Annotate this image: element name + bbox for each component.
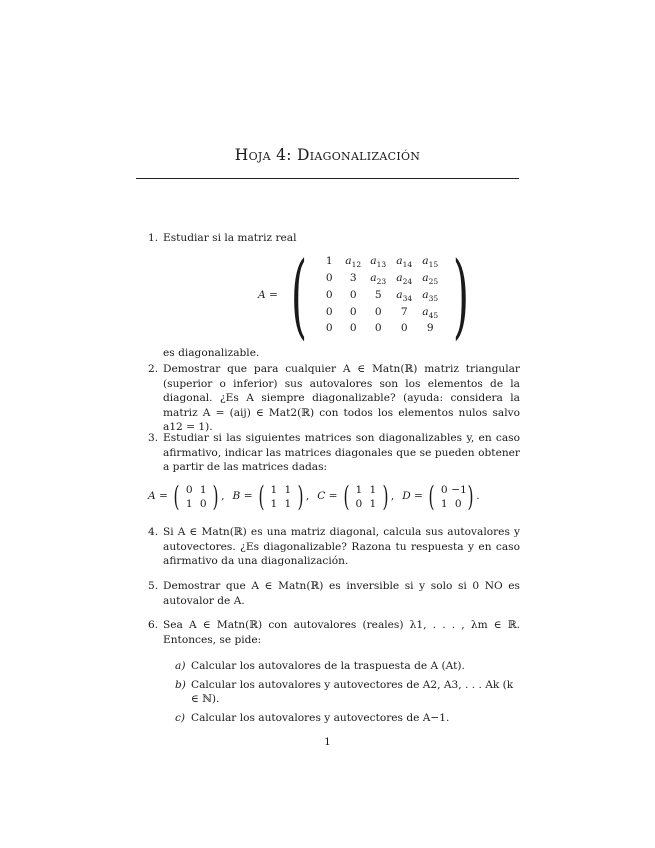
matrix-cell: 0: [355, 497, 363, 510]
matrix-cell: 0: [349, 322, 357, 335]
matrix-cell: $a_{13}$: [370, 255, 387, 270]
matrix-name: D: [402, 490, 411, 503]
matrix-d: D = ( 0 −1 1 0 ) .: [402, 479, 480, 513]
matrix-cell: $a_{15}$: [422, 255, 439, 270]
problem-number: 2.: [148, 363, 159, 375]
matrix-cell: $a_{23}$: [370, 272, 387, 287]
matrix-cell: −1: [451, 483, 467, 496]
matrix-c: C = ( 1 1 0 1 ) ,: [317, 479, 395, 513]
left-paren: (: [343, 479, 350, 513]
matrix-cell: 0: [325, 272, 333, 285]
matrix-a-block: A = ( 1 $a_{12}$ $a_{13}$ $a_{14}$ $a_{15}$ 0 3 $a_{23}$ $a_{24}$ $a_{25}$ 0 0 5 $a_{34}$ $a_{35}$ 0 0 0 7 $a_{45}$ 0 0 0 0 9 ): [258, 241, 470, 349]
matrix-cell: 0: [440, 483, 448, 496]
matrix-cell: $a_{25}$: [422, 272, 439, 287]
problem-number: 1.: [148, 232, 159, 244]
matrix-a: [317, 255, 443, 335]
right-paren: ): [453, 241, 470, 349]
right-paren: ): [382, 479, 389, 513]
matrix-cell: 0: [199, 497, 207, 510]
matrix-cell: 1: [369, 483, 377, 496]
problem-4: [148, 525, 520, 569]
small-matrices-row: [148, 479, 520, 513]
matrix-cell: 9: [426, 322, 434, 335]
matrix-cell: $a_{24}$: [396, 272, 413, 287]
matrix-name: A: [148, 490, 156, 503]
problem-5-text: Demostrar que A ∈ Matn(ℝ) es inversible si y solo si 0 NO es autovalor de A.: [163, 580, 520, 607]
matrix-cell: 1: [185, 497, 193, 510]
left-paren: (: [173, 479, 180, 513]
matrix-cell: $a_{14}$: [396, 255, 413, 270]
problem-number: 3.: [148, 432, 159, 444]
matrix-cell: 1: [199, 483, 207, 496]
problem-3: [148, 431, 520, 511]
problem-number: 5.: [148, 580, 159, 592]
matrix-a: A = ( 0 1 1 0 ) ,: [148, 479, 225, 513]
matrix-cell: $a_{12}$: [345, 255, 362, 270]
matrix-grid: [352, 483, 380, 511]
left-paren: (: [291, 241, 308, 349]
title-rule: [136, 178, 519, 179]
matrix-cell: $a_{45}$: [422, 305, 439, 320]
matrix-cell: 1: [355, 483, 363, 496]
matrix-cell: 0: [374, 305, 382, 318]
matrix-name: C: [317, 490, 326, 503]
matrix-cell: 1: [284, 497, 292, 510]
problem-6: [148, 618, 520, 730]
problem-3-text: Estudiar si las siguientes matrices son diagonalizables y, en caso afirmativo, indicar las matrices diagonales que se pueden obtener a partir de las matrices dadas:: [163, 432, 520, 474]
page-number: 1: [324, 736, 331, 748]
problem-1: [148, 231, 520, 360]
subitem: a) Calcular los autovalores de la traspuesta de A (At).: [175, 660, 465, 673]
problem-1-intro: Estudiar si la matriz real: [163, 232, 297, 244]
problem-2: [148, 362, 520, 435]
matrix-name: B: [232, 490, 241, 503]
problem-number: 4.: [148, 526, 159, 538]
problem-4-text: Si A ∈ Matn(ℝ) es una matriz diagonal, calcula sus autovalores y autovectores. ¿Es diagonalizable? Razona tu respuesta y en caso afirmativo da una diagonalización.: [163, 526, 520, 568]
problem-1-outro: es diagonalizable.: [163, 346, 260, 359]
matrix-cell: 5: [374, 288, 382, 301]
matrix-cell: 1: [270, 497, 278, 510]
matrix-grid: [267, 483, 295, 511]
matrix-cell: 1: [369, 497, 377, 510]
matrix-cell: 3: [349, 272, 357, 285]
right-paren: ): [467, 479, 474, 513]
matrix-cell: 0: [185, 483, 193, 496]
matrix-b: B = ( 1 1 1 1 ) ,: [232, 479, 310, 513]
problem-5: [148, 579, 520, 608]
matrix-cell: 0: [349, 305, 357, 318]
left-paren: (: [258, 479, 265, 513]
problem-2-text: Demostrar que para cualquier A ∈ Matn(ℝ) matriz triangular (superior o inferior) sus autovalores son los elementos de la diagonal. ¿Es A siempre diagonalizable? (ayuda: considera la matriz A = (aij) ∈ Mat2(ℝ) con todos los elementos nulos salvo a12 = 1).: [163, 363, 520, 434]
right-paren: ): [297, 479, 304, 513]
right-paren: ): [212, 479, 219, 513]
matrix-cell: 0: [349, 288, 357, 301]
matrix-cell: $a_{34}$: [396, 288, 413, 303]
matrix-cell: 1: [325, 255, 333, 268]
problem-number: 6.: [148, 619, 159, 631]
matrix-cell: $a_{35}$: [422, 288, 439, 303]
left-paren: (: [428, 479, 435, 513]
matrix-cell: 0: [374, 322, 382, 335]
matrix-cell: 1: [284, 483, 292, 496]
matrix-cell: 0: [325, 322, 333, 335]
subitem: b) Calcular los autovalores y autovectores de A2, A3, . . . Ak (k ∈ ℕ).: [175, 678, 514, 706]
subitem-list: [163, 659, 520, 725]
matrix-cell: 0: [325, 305, 333, 318]
matrix-cell: 1: [440, 497, 448, 510]
matrix-cell: 1: [270, 483, 278, 496]
matrix-grid: [182, 483, 210, 511]
matrix-grid: [437, 483, 465, 511]
subitem: c) Calcular los autovalores y autovectores de A−1.: [175, 711, 450, 724]
problem-6-text: Sea A ∈ Matn(ℝ) con autovalores (reales) λ1, . . . , λm ∈ ℝ. Entonces, se pide:: [163, 619, 520, 646]
matrix-cell: 0: [325, 288, 333, 301]
matrix-cell: 0: [454, 497, 462, 510]
matrix-cell: 0: [400, 322, 408, 335]
matrix-cell: 7: [400, 305, 408, 318]
page-title: Hoja 4: Diagonalización: [234, 146, 421, 164]
